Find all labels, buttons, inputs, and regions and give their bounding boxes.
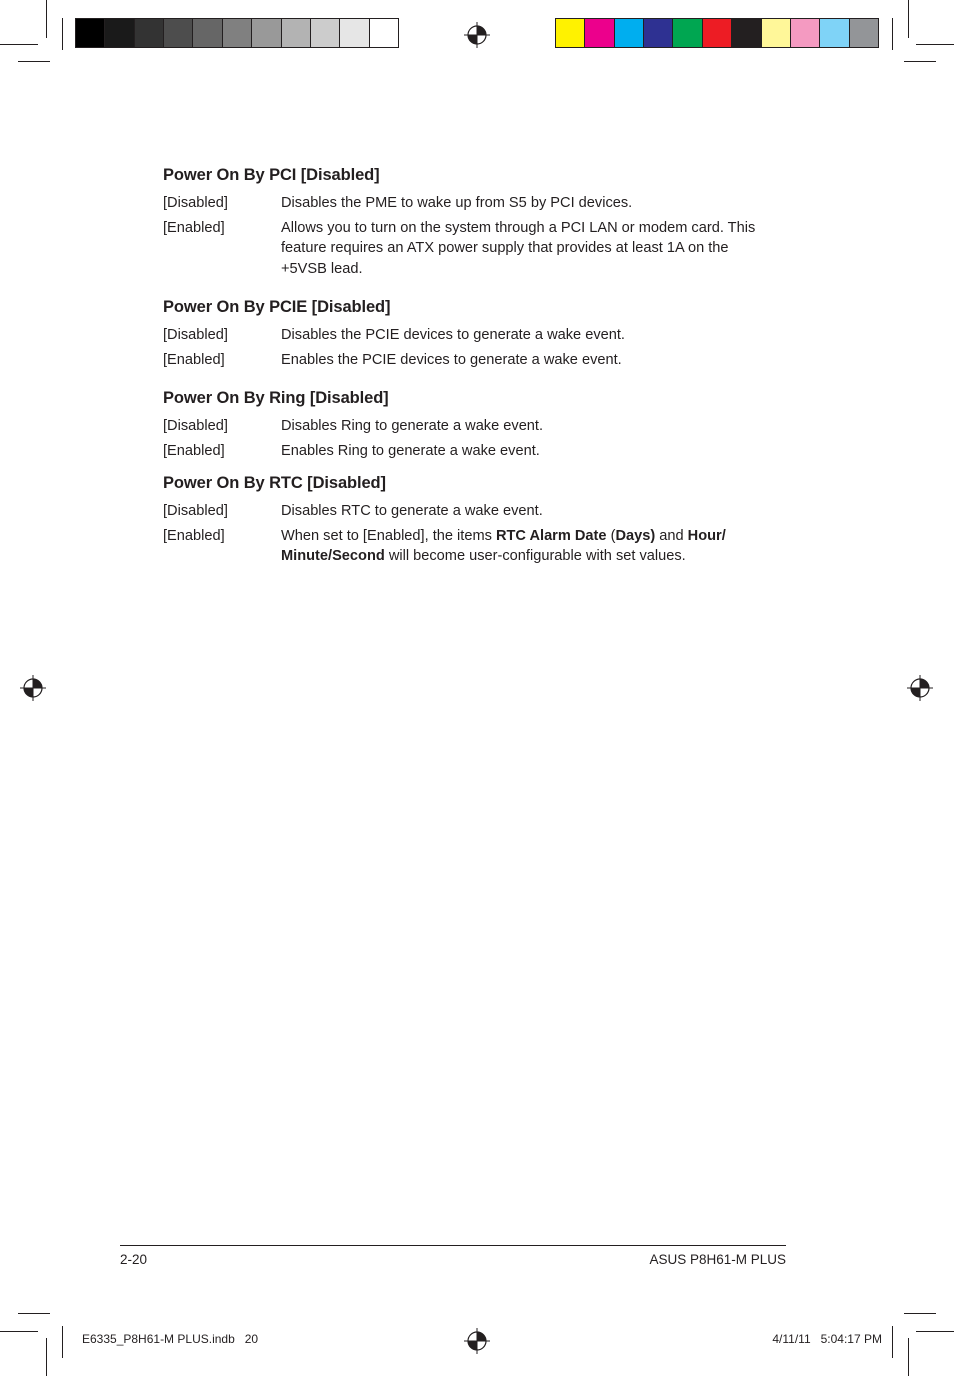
option-label: [Disabled] xyxy=(163,418,228,434)
crop-mark xyxy=(908,0,909,38)
grayscale-swatch xyxy=(222,19,251,47)
option-description: Enables Ring to generate a wake event. xyxy=(281,442,540,459)
crop-mark xyxy=(916,1331,954,1332)
color-swatch xyxy=(614,19,643,47)
term-hour-minute-second: Hour/ Minute/Second xyxy=(281,527,726,564)
slug-filename: E6335_P8H61-M PLUS.indb 20 xyxy=(82,1332,259,1346)
option-description: Disables RTC to generate a wake event. xyxy=(281,503,543,519)
option-label: [Enabled] xyxy=(163,442,225,459)
crop-mark xyxy=(46,0,47,38)
color-swatch xyxy=(584,19,613,47)
grayscale-swatch xyxy=(281,19,310,47)
color-swatch xyxy=(643,19,672,47)
crop-mark xyxy=(892,1326,893,1358)
option-label: [Disabled] xyxy=(163,327,228,343)
crop-mark xyxy=(908,1338,909,1376)
option-description: Disables the PCIE devices to generate a wake event. xyxy=(281,327,625,343)
section-heading: Power On By PCIE [Disabled] xyxy=(163,298,391,316)
registration-mark-icon xyxy=(20,675,46,701)
grayscale-bar xyxy=(75,18,399,48)
option-label: [Enabled] xyxy=(163,527,225,544)
section-heading: Power On By Ring [Disabled] xyxy=(163,389,389,407)
grayscale-swatch xyxy=(310,19,339,47)
option-row xyxy=(163,193,793,214)
page-number: 2-20 xyxy=(120,1252,148,1267)
option-label: [Enabled] xyxy=(163,351,225,368)
registration-mark-icon xyxy=(907,675,933,701)
section-power-on-by-ring xyxy=(163,389,793,465)
section-heading: Power On By PCI [Disabled] xyxy=(163,166,380,184)
section-heading: Power On By RTC [Disabled] xyxy=(163,474,386,492)
section-power-on-by-pci xyxy=(163,166,793,283)
crop-mark xyxy=(904,1313,936,1314)
color-swatch xyxy=(790,19,819,47)
crop-mark xyxy=(892,18,893,50)
color-swatch xyxy=(556,19,584,47)
option-row xyxy=(163,441,793,462)
option-label: [Disabled] xyxy=(163,195,228,211)
registration-mark-icon xyxy=(464,22,490,48)
term-rtc-alarm-date: RTC Alarm Date xyxy=(495,527,607,544)
term-days: Days) xyxy=(615,527,656,544)
registration-mark-icon xyxy=(464,1328,490,1354)
crop-mark xyxy=(0,1331,38,1332)
crop-mark xyxy=(18,61,50,62)
color-swatch xyxy=(672,19,701,47)
text-run: and xyxy=(655,527,688,544)
color-swatch xyxy=(819,19,848,47)
section-power-on-by-pcie xyxy=(163,298,793,374)
crop-mark xyxy=(18,1313,50,1314)
crop-mark xyxy=(46,1338,47,1376)
slug-timestamp: 4/11/11 5:04:17 PM xyxy=(772,1332,882,1346)
text-run: When set to [Enabled], the items xyxy=(281,527,496,544)
color-swatch xyxy=(731,19,760,47)
grayscale-swatch xyxy=(134,19,163,47)
grayscale-swatch xyxy=(251,19,280,47)
option-label: [Enabled] xyxy=(163,219,225,236)
crop-mark xyxy=(0,44,38,45)
option-label: [Disabled] xyxy=(163,503,228,519)
color-swatch xyxy=(702,19,731,47)
crop-mark xyxy=(62,1326,63,1358)
option-description: Disables the PME to wake up from S5 by PCI devices. xyxy=(281,195,633,211)
product-name: ASUS P8H61-M PLUS xyxy=(649,1252,786,1267)
option-row xyxy=(163,526,793,567)
option-row xyxy=(163,416,793,437)
grayscale-swatch xyxy=(104,19,133,47)
color-swatch xyxy=(761,19,790,47)
footer-rule xyxy=(120,1245,786,1246)
option-row xyxy=(163,325,793,346)
section-power-on-by-rtc xyxy=(163,474,793,571)
option-row xyxy=(163,501,793,522)
option-row xyxy=(163,218,793,280)
option-description: Enables the PCIE devices to generate a wake event. xyxy=(281,351,622,368)
crop-mark xyxy=(916,44,954,45)
grayscale-swatch xyxy=(369,19,398,47)
option-description: Allows you to turn on the system through a PCI LAN or modem card. This feature requires an ATX power supply that provides at least 1A on the +5VSB lead. xyxy=(281,219,756,277)
crop-mark xyxy=(62,18,63,50)
option-description xyxy=(281,526,773,567)
grayscale-swatch xyxy=(339,19,368,47)
option-description: Disables Ring to generate a wake event. xyxy=(281,418,544,434)
grayscale-swatch xyxy=(192,19,221,47)
color-bar xyxy=(555,18,879,48)
text-run: ( xyxy=(606,527,616,544)
color-swatch xyxy=(849,19,878,47)
grayscale-swatch xyxy=(163,19,192,47)
crop-mark xyxy=(904,61,936,62)
text-run: will become user-configurable with set values. xyxy=(384,548,686,564)
grayscale-swatch xyxy=(76,19,104,47)
option-row xyxy=(163,350,793,371)
